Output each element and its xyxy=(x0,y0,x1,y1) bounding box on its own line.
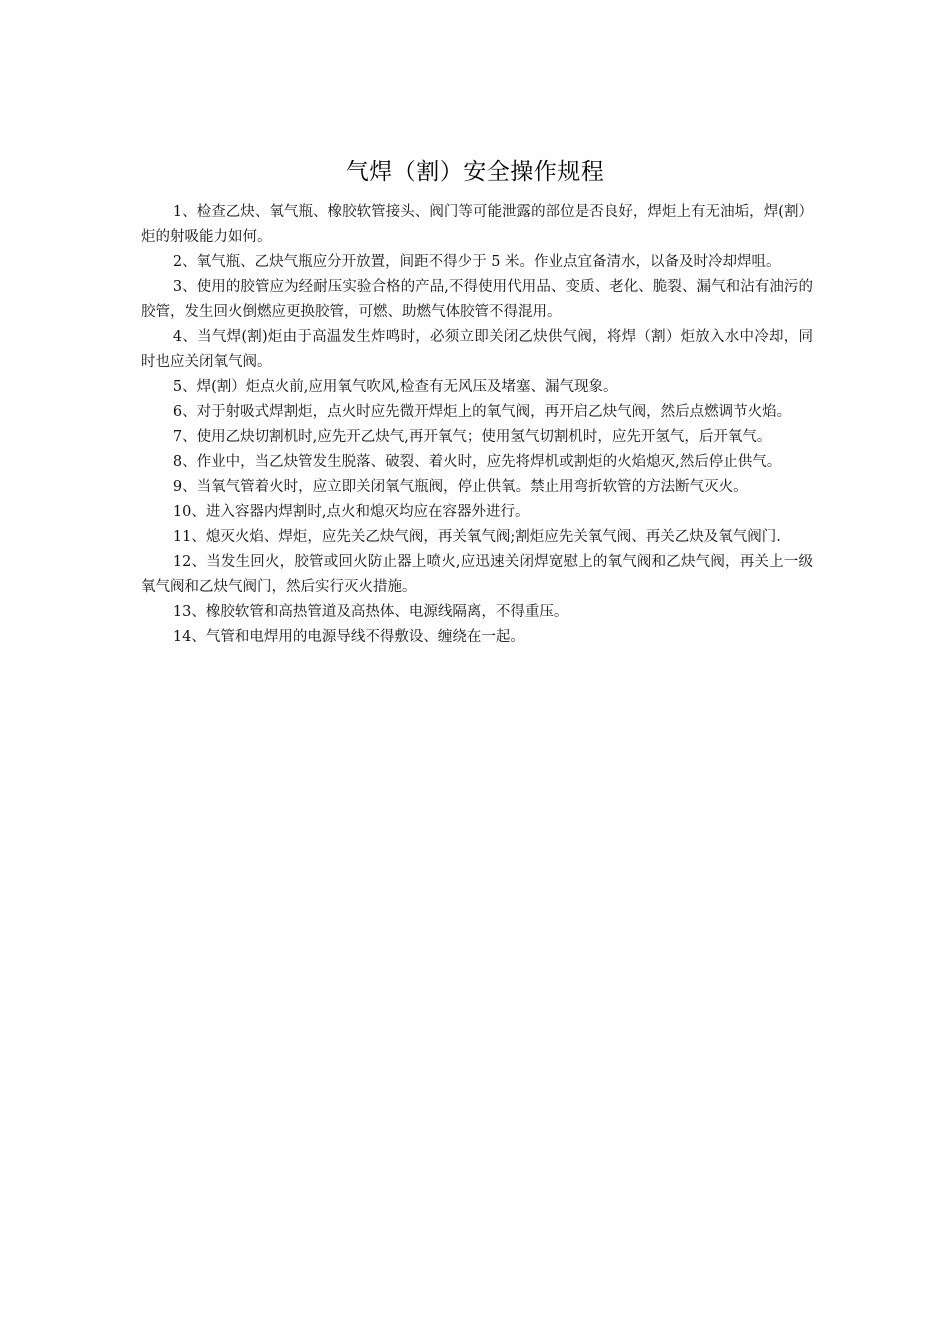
document-body xyxy=(141,200,813,650)
rule-item-5: 5、焊(割）炬点火前,应用氧气吹风,检查有无风压及堵塞、漏气现象。 xyxy=(172,379,618,395)
rule-item-1: 1、检查乙炔、氧气瓶、橡胶软管接头、阀门等可能泄露的部位是否良好，焊炬上有无油垢，焊(割）炬的射吸能力如何。 xyxy=(141,204,813,245)
rule-item-14: 14、气管和电焊用的电源导线不得敷设、缠绕在一起。 xyxy=(172,629,525,645)
rule-item-11: 11、熄灭火焰、焊炬，应先关乙炔气阀，再关氧气阀;割炬应先关氧气阀、再关乙炔及氧气阀门. xyxy=(172,529,781,545)
rule-item-3: 3、使用的胶管应为经耐压实验合格的产品,不得使用代用品、变质、老化、脆裂、漏气和沾有油污的胶管，发生回火倒燃应更换胶管，可燃、助燃气体胶管不得混用。 xyxy=(141,279,813,320)
rule-item-7: 7、使用乙炔切割机时,应先开乙炔气,再开氧气；使用氢气切割机时，应先开氢气，后开氧气。 xyxy=(172,429,772,445)
rule-item-4: 4、当气焊(割)炬由于高温发生炸鸣时，必须立即关闭乙炔供气阀，将焊（割）炬放入水中冷却，同时也应关闭氧气阀。 xyxy=(141,329,813,370)
rule-item-12: 12、当发生回火，胶管或回火防止器上喷火,应迅速关闭焊宽慰上的氧气阀和乙炔气阀，再关上一级氧气阀和乙炔气阀门，然后实行灭火措施。 xyxy=(141,554,813,595)
rule-item-10: 10、进入容器内焊割时,点火和熄灭均应在容器外进行。 xyxy=(172,504,530,520)
rule-item-6: 6、对于射吸式焊割炬，点火时应先微开焊炬上的氧气阀，再开启乙炔气阀，然后点燃调节火焰。 xyxy=(172,404,792,420)
rule-item-13: 13、橡胶软管和高热管道及高热体、电源线隔离，不得重压。 xyxy=(172,604,569,620)
rule-item-2: 2、氧气瓶、乙炔气瓶应分开放置，间距不得少于 5 米。作业点宜备清水，以备及时冷却焊咀。 xyxy=(172,254,781,270)
document-title: 气焊（割）安全操作规程 xyxy=(345,159,605,185)
rule-item-9: 9、当氧气管着火时，应立即关闭氧气瓶阀，停止供氧。禁止用弯折软管的方法断气灭火。 xyxy=(172,479,748,495)
rule-item-8: 8、作业中，当乙炔管发生脱落、破裂、着火时，应先将焊机或割炬的火焰熄灭,然后停止供气。 xyxy=(172,454,782,470)
